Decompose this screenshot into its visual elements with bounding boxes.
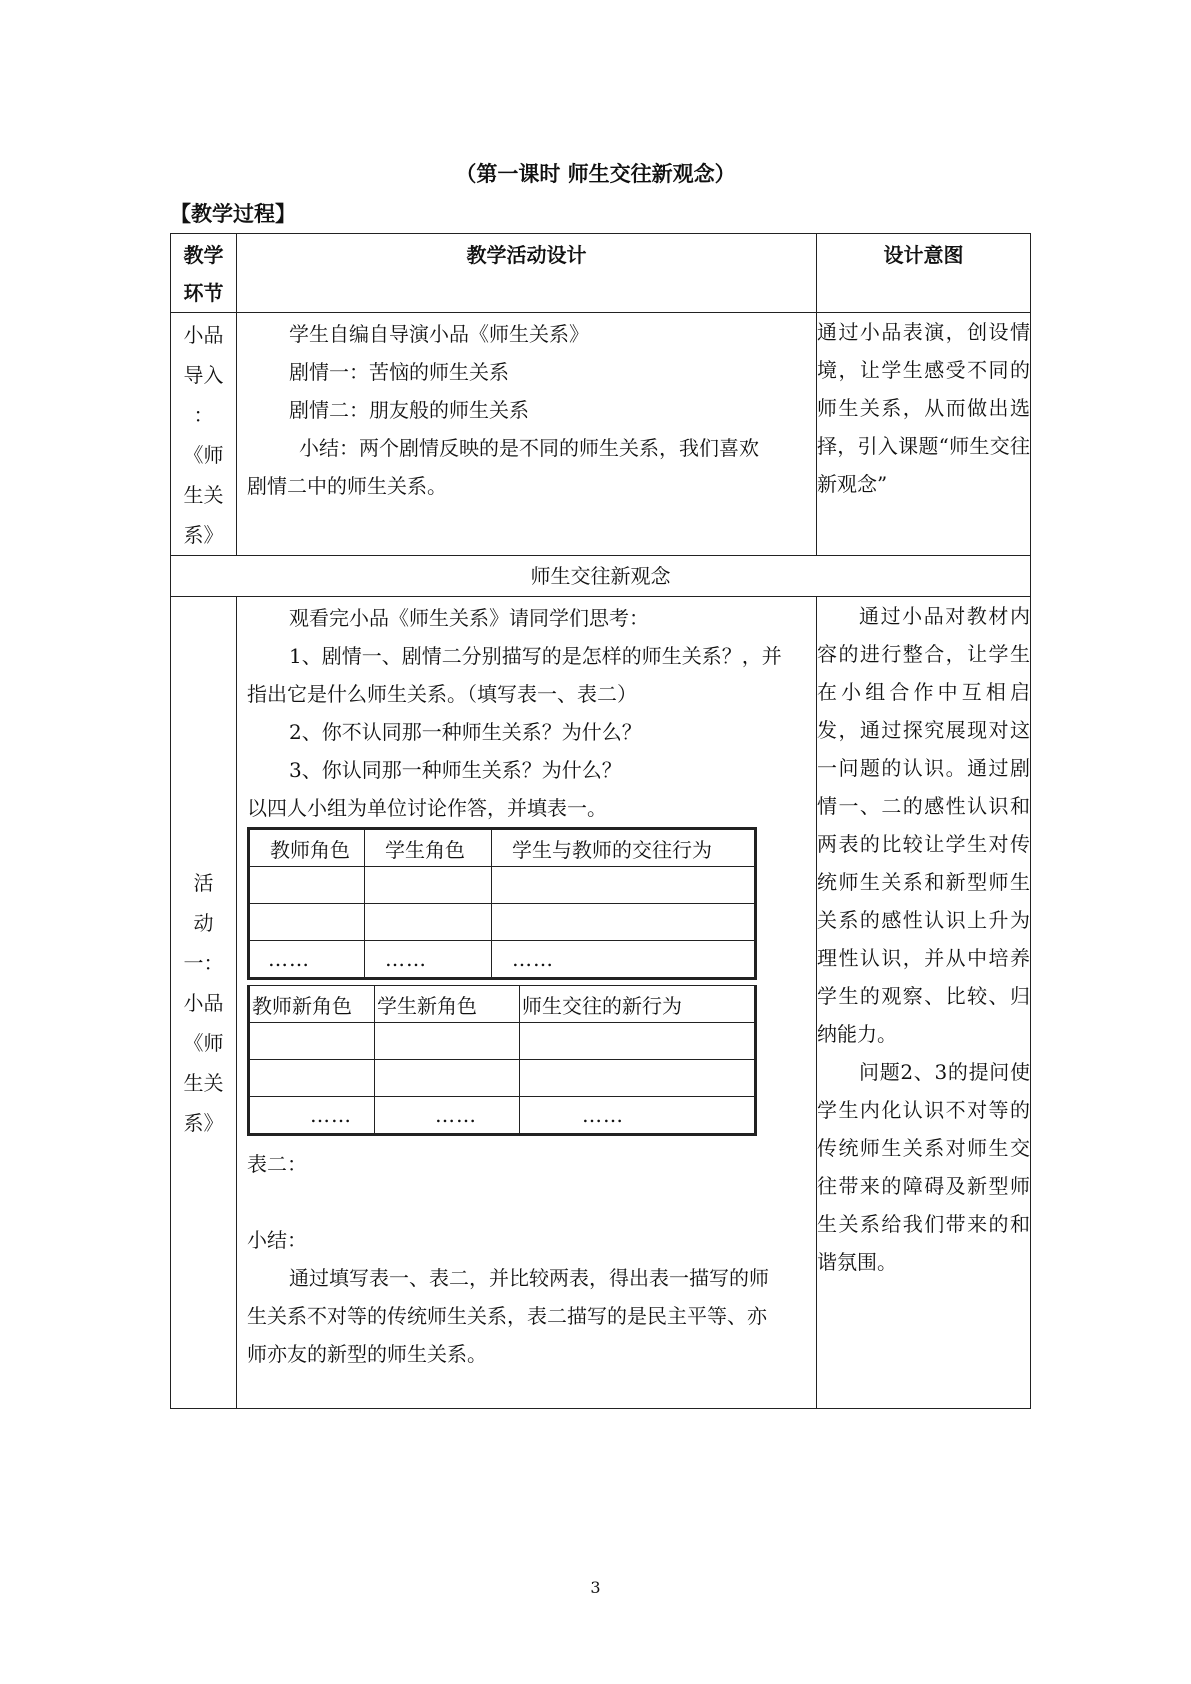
table-cell: [365, 904, 492, 941]
stage-text: 系》: [183, 523, 224, 547]
row-intro: [171, 313, 1031, 556]
stage-activity-cell: [171, 597, 237, 1409]
activity-line: 以四人小组为单位讨论作答，并填表一。: [247, 796, 607, 820]
table-cell: [520, 1060, 755, 1097]
stage-text: 《师: [183, 443, 224, 467]
stage-text: 导入: [183, 363, 224, 387]
activity-line: 观看完小品《师生关系》请同学们思考：: [289, 606, 649, 630]
table-cell-ellipsis: ……: [375, 1097, 520, 1134]
intent-activity-cell: [817, 597, 1031, 1409]
banner-row: [171, 556, 1031, 597]
table-cell: [250, 867, 365, 904]
table-cell: [250, 1023, 375, 1060]
activity-line: 剧情二：朋友般的师生关系: [289, 398, 529, 422]
table-cell-ellipsis: ……: [365, 941, 492, 978]
table-cell-ellipsis: ……: [520, 1097, 755, 1134]
table-cell: [250, 1060, 375, 1097]
table-row: [250, 941, 755, 978]
table-row: [250, 830, 755, 867]
activity-line: 剧情一：苦恼的师生关系: [289, 360, 509, 384]
header-activity-cell: 教学活动设计: [237, 234, 817, 313]
activity-line: 学生自编自导演小品《师生关系》: [289, 322, 589, 346]
section-heading: 【教学过程】: [170, 202, 296, 226]
table-cell-ellipsis: ……: [250, 1097, 375, 1134]
activity-line: 2、你不认同那一种师生关系？为什么？: [289, 720, 642, 744]
summary-line: 通过填写表一、表二，并比较两表，得出表一描写的师: [289, 1266, 769, 1290]
table-two-frame: [247, 985, 757, 1136]
header-stage-line1: 教学: [183, 243, 224, 267]
table-row: [250, 1060, 755, 1097]
table-cell: [250, 904, 365, 941]
header-intent-cell: 设计意图: [817, 234, 1031, 313]
table-header-cell: 教师角色: [250, 830, 365, 867]
stage-text: 小品: [183, 323, 224, 347]
table-row: [250, 867, 755, 904]
header-stage-cell: [171, 234, 237, 313]
intent-intro-cell: 通过小品表演，创设情境，让学生感受不同的师生关系，从而做出选择，引入课题“师生交往新观念”: [817, 313, 1031, 556]
table-two: [249, 985, 755, 1134]
header-row: [171, 234, 1031, 313]
table-cell: [492, 867, 755, 904]
table-one-frame: [247, 827, 757, 980]
table-row: [250, 1023, 755, 1060]
activity-line: 剧情二中的师生关系。: [247, 474, 447, 498]
stage-text: 活: [193, 870, 214, 895]
table-header-cell: 学生角色: [365, 830, 492, 867]
table-cell: [492, 904, 755, 941]
stage-text: 一：: [183, 950, 224, 975]
activity-line: 3、你认同那一种师生关系？为什么？: [289, 758, 622, 782]
row-activity-one: [171, 597, 1031, 1409]
table-header-cell: 教师新角色: [250, 986, 375, 1023]
page-number: 3: [590, 1578, 601, 1597]
stage-text: 生关: [183, 483, 224, 507]
table-header-cell: 学生与教师的交往行为: [492, 830, 755, 867]
summary-label: 小结：: [247, 1228, 307, 1252]
table-row: [250, 986, 755, 1023]
stage-text: ：: [193, 403, 214, 427]
activity-line: 1、剧情一、剧情二分别描写的是怎样的师生关系？，并: [289, 644, 782, 668]
table-one: [249, 829, 755, 978]
stage-text: 动: [193, 910, 214, 935]
stage-text: 《师: [183, 1030, 224, 1055]
activity-line: 小结：两个剧情反映的是不同的师生关系，我们喜欢: [299, 436, 759, 460]
summary-line: 师亦友的新型的师生关系。: [247, 1342, 487, 1366]
table-cell: [375, 1023, 520, 1060]
header-stage-line2: 环节: [183, 281, 224, 305]
stage-intro-cell: [171, 313, 237, 556]
activity-one-cell: [237, 597, 817, 1409]
table-cell: [365, 867, 492, 904]
summary-line: 生关系不对等的传统师生关系，表二描写的是民主平等、亦: [247, 1304, 767, 1328]
table-cell: [520, 1023, 755, 1060]
table-two-label: 表二：: [247, 1152, 307, 1176]
table-header-cell: 学生新角色: [375, 986, 520, 1023]
stage-text: 小品: [183, 990, 224, 1015]
table-header-cell: 师生交往的新行为: [520, 986, 755, 1023]
banner-cell: 师生交往新观念: [171, 556, 1031, 597]
lesson-table: [170, 233, 1031, 1409]
table-cell-ellipsis: ……: [250, 941, 365, 978]
stage-text: 生关: [183, 1070, 224, 1095]
table-cell-ellipsis: ……: [492, 941, 755, 978]
intent-paragraph: 问题2、3的提问使学生内化认识不对等的传统师生关系对师生交往带来的障碍及新型师生关系给我们带来的和谐氛围。: [817, 1060, 1030, 1274]
activity-intro-cell: [237, 313, 817, 556]
table-row: [250, 904, 755, 941]
activity-line: 指出它是什么师生关系。（填写表一、表二）: [247, 682, 637, 706]
table-row: [250, 1097, 755, 1134]
intent-paragraph: 通过小品对教材内容的进行整合，让学生在小组合作中互相启发，通过探究展现对这一问题的认识。通过剧情一、二的感性认识和两表的比较让学生对传统师生关系和新型师生关系的感性认识上升为理性认识，并从中培养学生的观察、比较、归纳能力。: [817, 604, 1030, 1046]
table-cell: [375, 1060, 520, 1097]
stage-text: 系》: [183, 1110, 224, 1135]
page-title: （第一课时 师生交往新观念）: [455, 162, 736, 186]
